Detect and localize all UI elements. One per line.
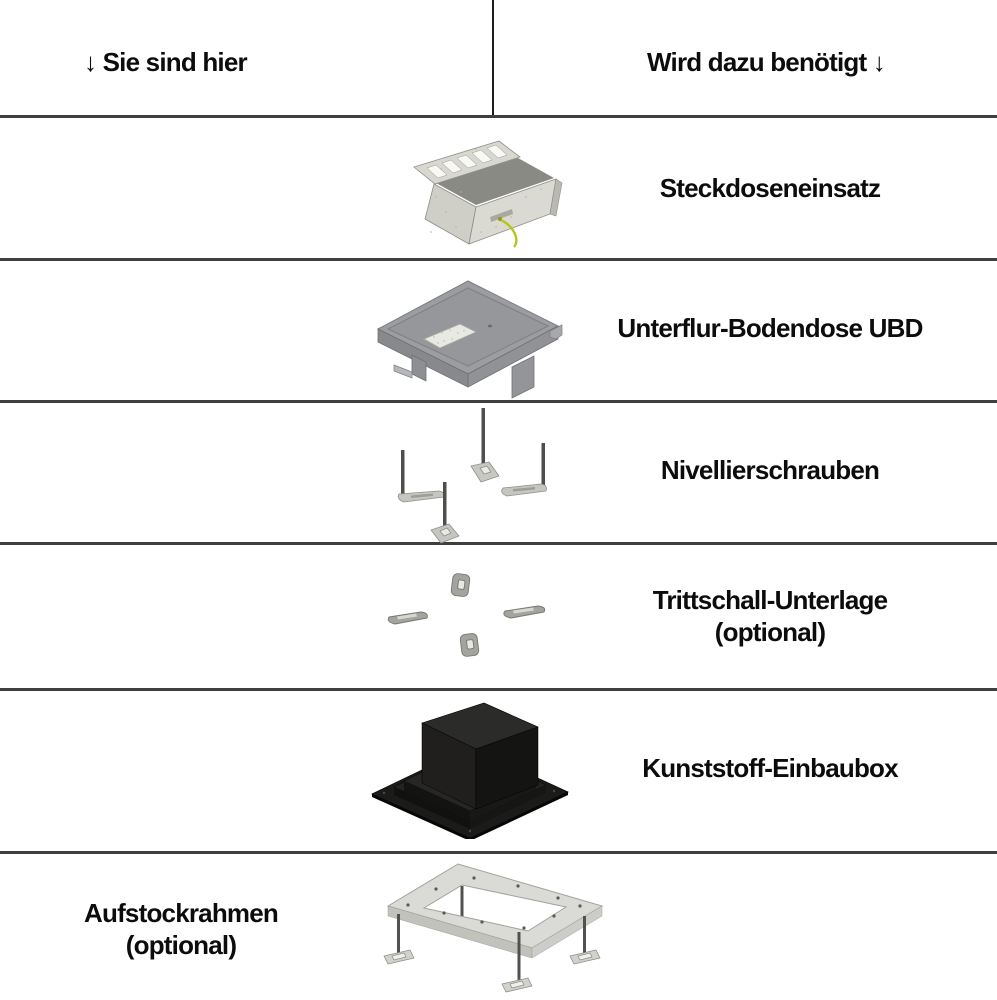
aufstockrahmen-label-line1: Aufstockrahmen xyxy=(84,898,278,928)
kunststoff-einbaubox-label: Kunststoff-Einbaubox xyxy=(642,753,898,783)
unterflur-bodendose-image xyxy=(372,269,564,399)
column-divider xyxy=(492,0,494,116)
trittschall-unterlage-label-line1: Trittschall-Unterlage xyxy=(652,585,888,615)
nivellierschrauben-label: Nivellierschrauben xyxy=(660,455,880,485)
row-separator xyxy=(0,851,997,854)
trittschall-unterlage-label xyxy=(540,584,997,648)
row-separator xyxy=(0,258,997,261)
aufstockrahmen-label xyxy=(31,897,331,961)
row-separator xyxy=(0,400,997,403)
aufstockrahmen-image xyxy=(378,856,610,996)
aufstockrahmen-label-line2: (optional) xyxy=(125,930,237,960)
nivellierschrauben-image xyxy=(383,406,553,544)
unterflur-bodendose-label: Unterflur-Bodendose UBD xyxy=(617,313,923,343)
row-separator xyxy=(0,115,997,118)
needed-for-label: Wird dazu benötigt ↓ xyxy=(647,47,885,77)
you-are-here-label: ↓ Sie sind hier xyxy=(84,47,247,77)
trittschall-unterlage-label-line2: (optional) xyxy=(714,617,826,647)
row-separator xyxy=(0,688,997,691)
steckdoseneinsatz-label: Steckdoseneinsatz xyxy=(659,173,881,203)
trittschall-unterlage-image xyxy=(383,567,553,662)
